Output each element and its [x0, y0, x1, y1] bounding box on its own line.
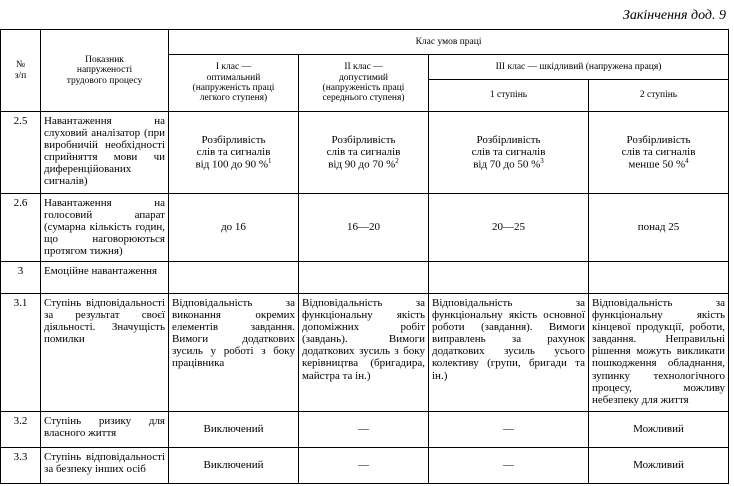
row-cell-class-3-degree-2: Розбірливість слів та сигналів менше 50 %$^4$ — [589, 112, 729, 194]
row-num: 2.6 — [1, 194, 41, 262]
row-cell-class-1: Виключений — [169, 412, 299, 448]
header-class-1: І клас — оптимальний (напруженість праці легкого ступеня) — [169, 55, 299, 112]
row-cell-class-2 — [299, 262, 429, 294]
row-cell-class-3-degree-1: Відповідальність за функціональну якість основної роботи (завдання). Вимоги виправлень за рахунок додаткових зусиль усього колективу (групи, бригади та ін.) — [429, 294, 589, 412]
row-cell-class-2: — — [299, 448, 429, 484]
row-cell-class-2: Розбірливість слів та сигналів від 90 до 70 %$^2$ — [299, 112, 429, 194]
row-indicator: Ступінь відповідальності за результат своєї діяльності. Значущість помилки — [41, 294, 169, 412]
row-num: 2.5 — [1, 112, 41, 194]
page-caption: Закінчення дод. 9 — [622, 8, 726, 23]
row-cell-class-3-degree-2: Можливий — [589, 412, 729, 448]
row-indicator: Ступінь відповідальності за безпеку інших осіб — [41, 448, 169, 484]
table-row — [1, 262, 729, 294]
row-cell-class-3-degree-1: Розбірливість слів та сигналів від 70 до 50 %$^3$ — [429, 112, 589, 194]
row-indicator: Навантаження на голосовий апарат (сумарна кількість годин, що наговорюються протягом тижня) — [41, 194, 169, 262]
row-cell-class-2: 16—20 — [299, 194, 429, 262]
table-row — [1, 294, 729, 412]
table-row — [1, 194, 729, 262]
header-degree-1: 1 ступінь — [429, 80, 589, 112]
header-class-2: ІІ клас — допустимий (напруженість праці середнього ступеня) — [299, 55, 429, 112]
row-cell-class-3-degree-2: Можливий — [589, 448, 729, 484]
row-cell-class-3-degree-2: понад 25 — [589, 194, 729, 262]
row-cell-class-1 — [169, 262, 299, 294]
row-cell-class-1: Розбірливість слів та сигналів від 100 до 90 %$^1$ — [169, 112, 299, 194]
row-cell-class-3-degree-1: — — [429, 448, 589, 484]
table-row — [1, 112, 729, 194]
row-cell-class-1: Виключений — [169, 448, 299, 484]
row-num: 3.3 — [1, 448, 41, 484]
table-row — [1, 448, 729, 484]
header-indicator: Показник напруженості трудового процесу — [41, 30, 169, 112]
row-cell-class-3-degree-1: — — [429, 412, 589, 448]
row-cell-class-2: — — [299, 412, 429, 448]
row-num: 3.1 — [1, 294, 41, 412]
row-indicator: Емоційне навантаження — [41, 262, 169, 294]
row-cell-class-1: до 16 — [169, 194, 299, 262]
header-class-group: Клас умов праці — [169, 30, 729, 55]
row-cell-class-3-degree-2: Відповідальність за функціональну якість кінцевої продукції, роботи, завдання. Неправильні рішення можуть викликати пошкодження обладнання, зупинку технологічного процесу, можливу небезпеку для життя — [589, 294, 729, 412]
row-cell-class-1: Відповідальність за виконання окремих елементів завдання. Вимоги додаткових зусиль у роботі з боку працівника — [169, 294, 299, 412]
row-num: 3 — [1, 262, 41, 294]
table-row — [1, 412, 729, 448]
row-num: 3.2 — [1, 412, 41, 448]
row-cell-class-2: Відповідальність за функціональну якість допоміжних робіт (завдань). Вимоги додаткових зусиль з боку керівництва (бригадира, майстра та ін.) — [299, 294, 429, 412]
working-conditions-table — [0, 29, 729, 484]
row-indicator: Ступінь ризику для власного життя — [41, 412, 169, 448]
row-cell-class-3-degree-1 — [429, 262, 589, 294]
header-num: № з/п — [1, 30, 41, 112]
row-indicator: Навантаження на слуховий аналізатор (при виробничій необхідності сприйняття мови чи диференційованих сигналів) — [41, 112, 169, 194]
row-cell-class-3-degree-1: 20—25 — [429, 194, 589, 262]
row-cell-class-3-degree-2 — [589, 262, 729, 294]
header-degree-2: 2 ступінь — [589, 80, 729, 112]
header-class-3: ІІІ клас — шкідливий (напружена праця) — [429, 55, 729, 80]
